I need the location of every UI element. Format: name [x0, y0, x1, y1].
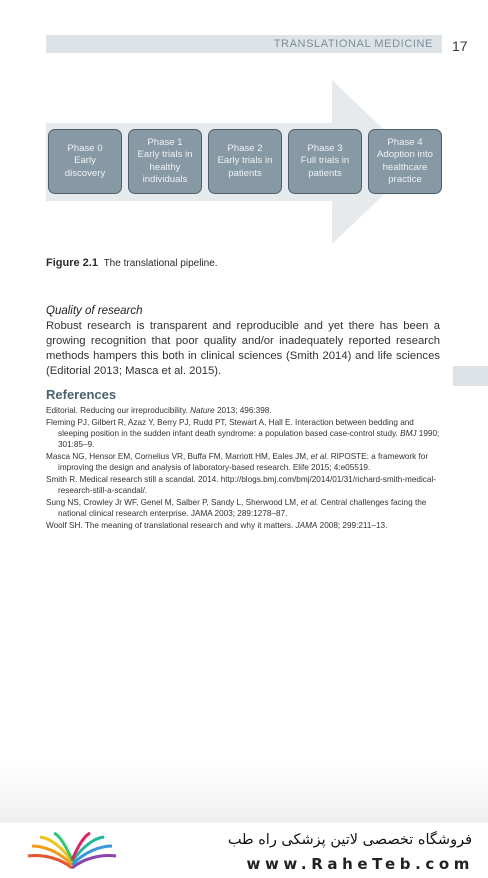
references-heading: References — [46, 387, 117, 402]
translational-pipeline-figure — [46, 78, 442, 246]
body-paragraph: Robust research is transparent and reproducible and yet there has been a growing recognition that poor quality and/or inadequately reported research methods hampers this both in clinical sciences (Smith 2014) and life sciences (Editorial 2013; Masca et al. 2015). — [46, 320, 440, 377]
phase-3-box — [288, 129, 362, 194]
phase-0-line-1: Phase 0 — [67, 142, 103, 154]
side-tab — [453, 366, 488, 386]
figure-label: Figure 2.1 — [46, 257, 98, 269]
phase-1-line-4: individuals — [142, 174, 188, 185]
phase-2-line-3: patients — [228, 167, 262, 179]
phase-1-line-2: Early trials in — [137, 149, 193, 160]
page-bottom-fade — [0, 760, 488, 822]
open-book-logo-icon — [24, 832, 120, 872]
phase-1-line-3: healthy — [149, 161, 181, 173]
reference-item: Woolf SH. The meaning of translational research and why it matters. JAMA 2008; 299:211–13. — [46, 520, 388, 530]
phase-4-box — [368, 129, 442, 194]
phase-3-line-3: patients — [308, 167, 342, 179]
phase-0-line-3: discovery — [64, 167, 106, 179]
phase-3-line-1: Phase 3 — [307, 142, 343, 154]
reference-item: Masca NG, Hensor EM, Cornelius VR, Buffa FM, Marriott HM, Eales JM, et al. RIPOSTE: a framework for improving the design and analysis of laboratory-based research. Elife 2015; 4:e05519. — [46, 451, 429, 473]
phase-0-line-2: Early — [74, 155, 96, 167]
phase-4-line-2: Adoption into — [376, 149, 433, 160]
phase-4-line-1: Phase 4 — [387, 136, 423, 148]
phase-3-line-2: Full trials in — [300, 155, 350, 167]
figure-caption-text: The translational pipeline. — [103, 258, 218, 269]
phase-1-line-1: Phase 1 — [147, 136, 183, 148]
reference-item: Fleming PJ, Gilbert R, Azaz Y, Berry PJ, Rudd PT, Stewart A, Hall E. Interaction between bedding and sleeping position in the sudden infant death syndrome: a population based case-control study. BMJ 1990; 301:85–9. — [46, 417, 440, 450]
phase-0-box — [48, 129, 122, 194]
phase-1-box — [128, 129, 202, 194]
phase-4-line-4: practice — [388, 174, 422, 185]
reference-item: Sung NS, Crowley Jr WF, Genel M, Salber P, Sandy L, Sherwood LM, et al. Central challenges facing the national clinical research enterprise. JAMA 2003; 289:1278–87. — [46, 497, 427, 518]
reference-item: Smith R. Medical research still a scandal. 2014. http://blogs.bmj.com/bmj/2014/01/31/richard-smith-medical-research-still-a-scandal/. — [46, 474, 436, 495]
store-name: فروشگاه تخصصی لاتین پزشکی راه طب — [227, 832, 472, 848]
phase-4-line-3: healthcare — [382, 161, 428, 173]
reference-link[interactable]: http://blogs.bmj.com/bmj/2014/01/31/richard-smith-medical-research-still-a-scandal/. — [58, 474, 436, 495]
phase-2-box — [208, 129, 282, 194]
figure-caption — [46, 257, 218, 269]
section-heading: Quality of research — [46, 305, 143, 317]
running-head: TRANSLATIONAL MEDICINE — [273, 38, 433, 50]
phase-2-line-1: Phase 2 — [227, 142, 263, 154]
page-number: 17 — [452, 38, 468, 54]
phase-2-line-2: Early trials in — [217, 155, 273, 167]
store-url-link[interactable]: www.RaheTeb.com — [246, 855, 474, 873]
references-list — [46, 405, 440, 531]
reference-item: Editorial. Reducing our irreproducibility. Nature 2013; 496:398. — [46, 406, 272, 415]
